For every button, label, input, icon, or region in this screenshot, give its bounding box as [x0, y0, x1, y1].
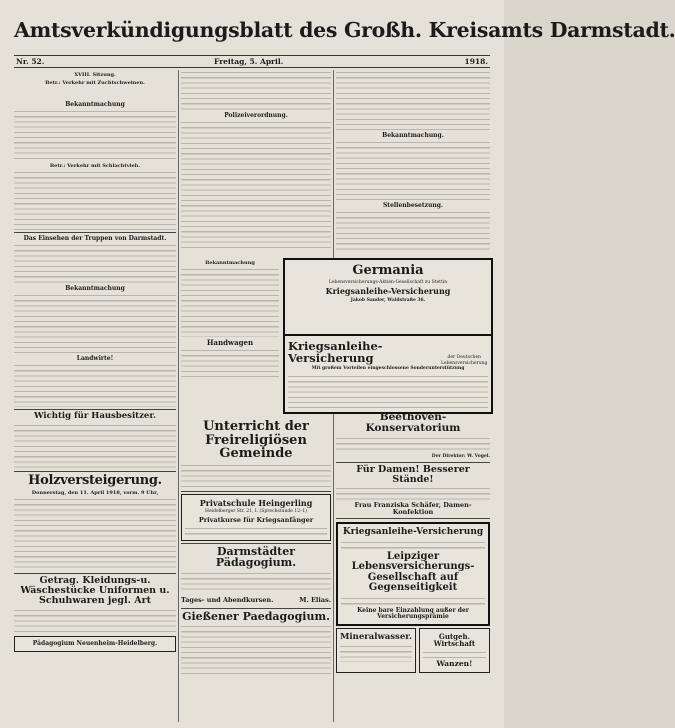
damen-name: Frau Franziska Schäfer, Damen-Konfektion: [354, 501, 472, 517]
issue-year: 1918.: [464, 57, 488, 66]
auction-heading: Holzversteigerung.: [28, 473, 162, 489]
body-text-block: [341, 540, 485, 550]
bottom-ads: [336, 628, 490, 673]
darmstadt-paedagogium-director: M. Elias.: [299, 595, 331, 604]
germania-subtitle: Lebensversicherungs-Aktien-Gesellschaft zu Stettin: [328, 279, 448, 285]
body-text-block: [14, 243, 176, 283]
body-text-block: [14, 497, 176, 571]
kriegsanleihe-title: Kriegsanleihe-Versicherung: [288, 339, 383, 366]
unterricht-ad: [181, 418, 331, 680]
wirtschaft-title: Gutgeh. Wirtschaft: [433, 632, 476, 649]
wanzen-title: Wanzen!: [436, 658, 473, 668]
section-heading: Betr.: Verkehr mit Schlachtvieh.: [49, 163, 141, 170]
section-heading: Betr.: Verkehr mit Zuchtschweinen.: [45, 80, 145, 86]
school-ad-title: Pädagogium Neuenheim-Heidelberg.: [32, 639, 158, 647]
body-text-block: [423, 650, 486, 658]
wirtschaft-ad: [419, 628, 490, 673]
body-text-block: [181, 624, 331, 678]
section-heading: Polizeiverordnung.: [224, 112, 288, 119]
unterricht-title: Unterricht der Freireligiösen Gemeinde: [203, 419, 309, 462]
body-text-block: [341, 596, 485, 606]
section-heading: Bekanntmachung: [205, 260, 255, 266]
section-heading: Landwirte!: [76, 355, 114, 363]
auction-date: Donnerstag, den 11. April 1918, vorm. 9 Uhr,: [31, 489, 159, 496]
dateline: [14, 55, 490, 68]
ad-heading: Wichtig für Hausbesitzer.: [33, 411, 156, 422]
body-text-block: [336, 436, 490, 452]
germania-title: Germania: [352, 263, 424, 278]
giessen-paedagogium-title: Gießener Paedagogium.: [182, 609, 330, 623]
column-divider-1: [178, 70, 179, 722]
section-heading: Bekanntmachung.: [382, 132, 444, 139]
heingerling-course: Privatkurse für Kriegsanfänger: [198, 515, 314, 524]
column-right-bottom: [336, 410, 490, 675]
body-text-block: [336, 140, 490, 200]
section-heading: Bekanntmachung: [65, 101, 125, 109]
body-text-block: [340, 644, 412, 662]
issue-date: Freitag, 5. April.: [214, 57, 284, 66]
leipziger-ad: [336, 522, 490, 626]
body-text-block: [181, 571, 331, 593]
handwagen-heading: Handwagen: [206, 338, 254, 347]
body-text-block: [14, 170, 176, 230]
kriegsanleihe-side: der Deutschen Lebensversicherung: [440, 355, 488, 366]
darmstadt-paedagogium-courses: Tages- und Abendkursen.: [181, 595, 274, 604]
body-text-block: [14, 363, 176, 407]
germania-line: Kriegsanleihe-Versicherung: [325, 286, 451, 297]
section-heading: Das Einsehen der Truppen von Darmstadt.: [23, 235, 167, 243]
section-heading: Bekanntmachung: [65, 285, 125, 293]
section-heading: Stellenbesetzung.: [382, 202, 444, 209]
body-text-block: [185, 526, 327, 536]
darmstadt-paedagogium-title: Darmstädter Pädagogium.: [215, 544, 297, 570]
body-text-block: [336, 210, 490, 250]
body-text-block: [181, 70, 331, 110]
body-text-block: [336, 486, 490, 500]
beethoven-director: Der Direktor: W. Vogel.: [431, 454, 490, 460]
heingerling-ad: [181, 494, 331, 541]
body-text-block: [336, 70, 490, 130]
column-right-top: [336, 70, 490, 255]
kriegsanleihe-subtitle: Mit großem Vorteilen eingeschlossene Sonderunterstützung: [311, 366, 465, 372]
germania-agent: Jakob Sander, Waldstraße 36.: [350, 297, 426, 303]
school-ad: [14, 636, 176, 652]
heingerling-address: Heidelberger Str. 21, I. (Sprechstunde 12–1): [205, 509, 307, 515]
divider: [14, 232, 176, 233]
body-text-block: [181, 463, 331, 489]
issue-number: Nr. 52.: [16, 57, 45, 66]
body-text-block: [14, 293, 176, 353]
leipziger-name: Leipziger Lebensversicherungs-Gesellschaft auf Gegenseitigkeit: [351, 550, 475, 594]
leipziger-heading: Kriegsanleihe-Versicherung: [342, 527, 484, 538]
damen-title: Für Damen! Besserer Stände!: [356, 463, 470, 485]
beethoven-title: Beethoven-Konservatorium: [365, 411, 461, 435]
clothing-ad-heading: Getrag. Kleidungs-u. Wäschestücke Uniformen u. Schuhwaren jegl. Art: [20, 574, 170, 606]
mineralwasser-ad: [336, 628, 416, 673]
mineralwasser-title: Mineralwasser.: [340, 632, 412, 643]
body-text-block: [14, 423, 176, 469]
heingerling-title: Privatschule Heingerling: [199, 497, 313, 508]
body-text-block: [181, 267, 279, 337]
column-middle-narrow: [181, 258, 279, 398]
column-middle-top: [181, 70, 331, 255]
body-text-block: [181, 348, 279, 378]
leipziger-footer: Keine bare Einzahlung außer der Versicherungsprämie: [357, 606, 469, 620]
masthead-title: Amtsverkündigungsblatt des Großh. Kreisamts Darmstadt.: [14, 18, 675, 42]
body-text-block: [14, 109, 176, 161]
germania-ad: [283, 258, 493, 338]
body-text-block: [14, 608, 176, 634]
column-left: [14, 70, 176, 722]
body-text-block: [181, 120, 331, 250]
body-text: [14, 87, 176, 92]
session-label: XVIII. Sitzung.: [74, 72, 116, 78]
body-text-block: [288, 374, 488, 408]
kriegsanleihe-ad: [283, 334, 493, 414]
